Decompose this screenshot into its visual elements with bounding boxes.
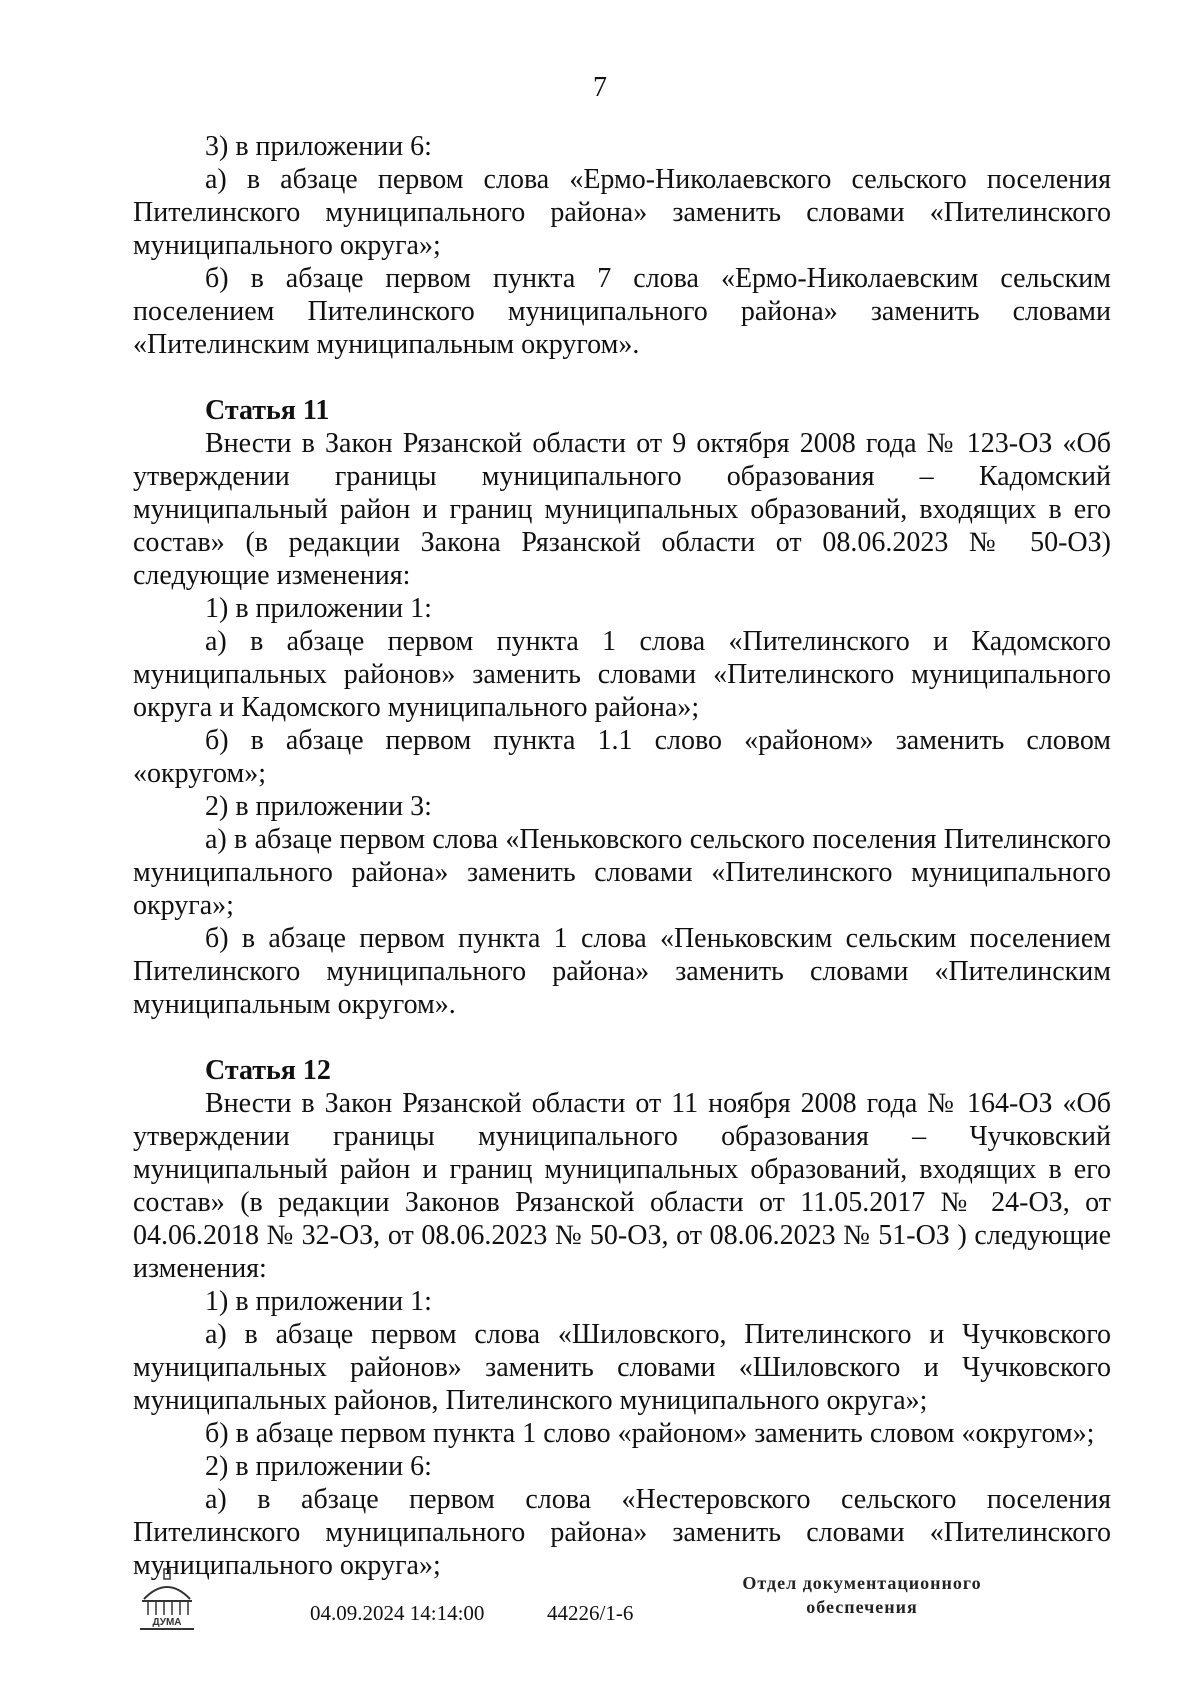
- paragraph: Внести в Закон Рязанской области от 11 ноября 2008 года № 164-ОЗ «Об утверждении границы муниципального образования – Чучковский муниципальный район и границ муниципальных образований, входящих в его состав» (в редакции Законов Рязанской области от 11.05.2017 № 24-ОЗ, от 04.06.2018 № 32-ОЗ, от 08.06.2023 № 50-ОЗ, от 08.06.2023 № 51-ОЗ ) следующие изменения:: [133, 1088, 1111, 1284]
- department-line: Отдел документационного: [742, 1573, 982, 1593]
- paragraph: 2) в приложении 3:: [205, 791, 432, 822]
- department-line: обеспечения: [806, 1597, 918, 1617]
- footer-registration-number: 44226/1-6: [547, 1601, 634, 1625]
- footer-department: [712, 1571, 1012, 1619]
- paragraph: б) в абзаце первом пункта 7 слова «Ермо-Николаевским сельским поселением Пителинского муниципального района» заменить словами «Пителинским муниципальным округом».: [133, 263, 1111, 360]
- paragraph: а) в абзаце первом слова «Пеньковского сельского поселения Пителинского муниципального района» заменить словами «Пителинского муниципального округа»;: [133, 824, 1111, 921]
- paragraph: 1) в приложении 1:: [205, 593, 432, 624]
- paragraph: а) в абзаце первом слова «Шиловского, Пителинского и Чучковского муниципальных районов» заменить словами «Шиловского и Чучковского муниципальных районов, Пителинского муниципального округа»;: [133, 1319, 1111, 1416]
- footer-date: 04.09.2024 14:14:00: [310, 1601, 485, 1625]
- paragraph: 1) в приложении 1:: [205, 1286, 432, 1317]
- duma-logo-icon: [136, 1567, 198, 1633]
- page-number: 7: [593, 72, 607, 103]
- article-11-heading: Статья 11: [205, 395, 330, 426]
- paragraph: а) в абзаце первом слова «Нестеровского сельского поселения Пителинского муниципального района» заменить словами «Пителинского муниципального округа»;: [133, 1484, 1111, 1581]
- paragraph: а) в абзаце первом пункта 1 слова «Пителинского и Кадомского муниципальных районов» заменить словами «Пителинского муниципального округа и Кадомского муниципального района»;: [133, 626, 1111, 723]
- paragraph: Внести в Закон Рязанской области от 9 октября 2008 года № 123-ОЗ «Об утверждении границы муниципального образования – Кадомский муниципальный район и границ муниципальных образований, входящих в его состав» (в редакции Закона Рязанской области от 08.06.2023 № 50-ОЗ) следующие изменения:: [133, 428, 1111, 591]
- paragraph: б) в абзаце первом пункта 1.1 слово «районом» заменить словом «округом»;: [133, 725, 1111, 789]
- paragraph: 3) в приложении 6:: [205, 131, 432, 162]
- paragraph: а) в абзаце первом слова «Ермо-Николаевского сельского поселения Пителинского муниципального района» заменить словами «Пителинского муниципального округа»;: [133, 164, 1111, 261]
- stamp-text: ДУМА: [152, 1617, 182, 1628]
- paragraph: 2) в приложении 6:: [205, 1451, 432, 1482]
- paragraph: б) в абзаце первом пункта 1 слово «районом» заменить словом «округом»;: [205, 1418, 1095, 1449]
- document-body: [133, 130, 1111, 1582]
- article-12-heading: Статья 12: [205, 1055, 331, 1086]
- paragraph: б) в абзаце первом пункта 1 слова «Пеньковским сельским поселением Пителинского муниципального района» заменить словами «Пителинским муниципальным округом».: [133, 923, 1111, 1020]
